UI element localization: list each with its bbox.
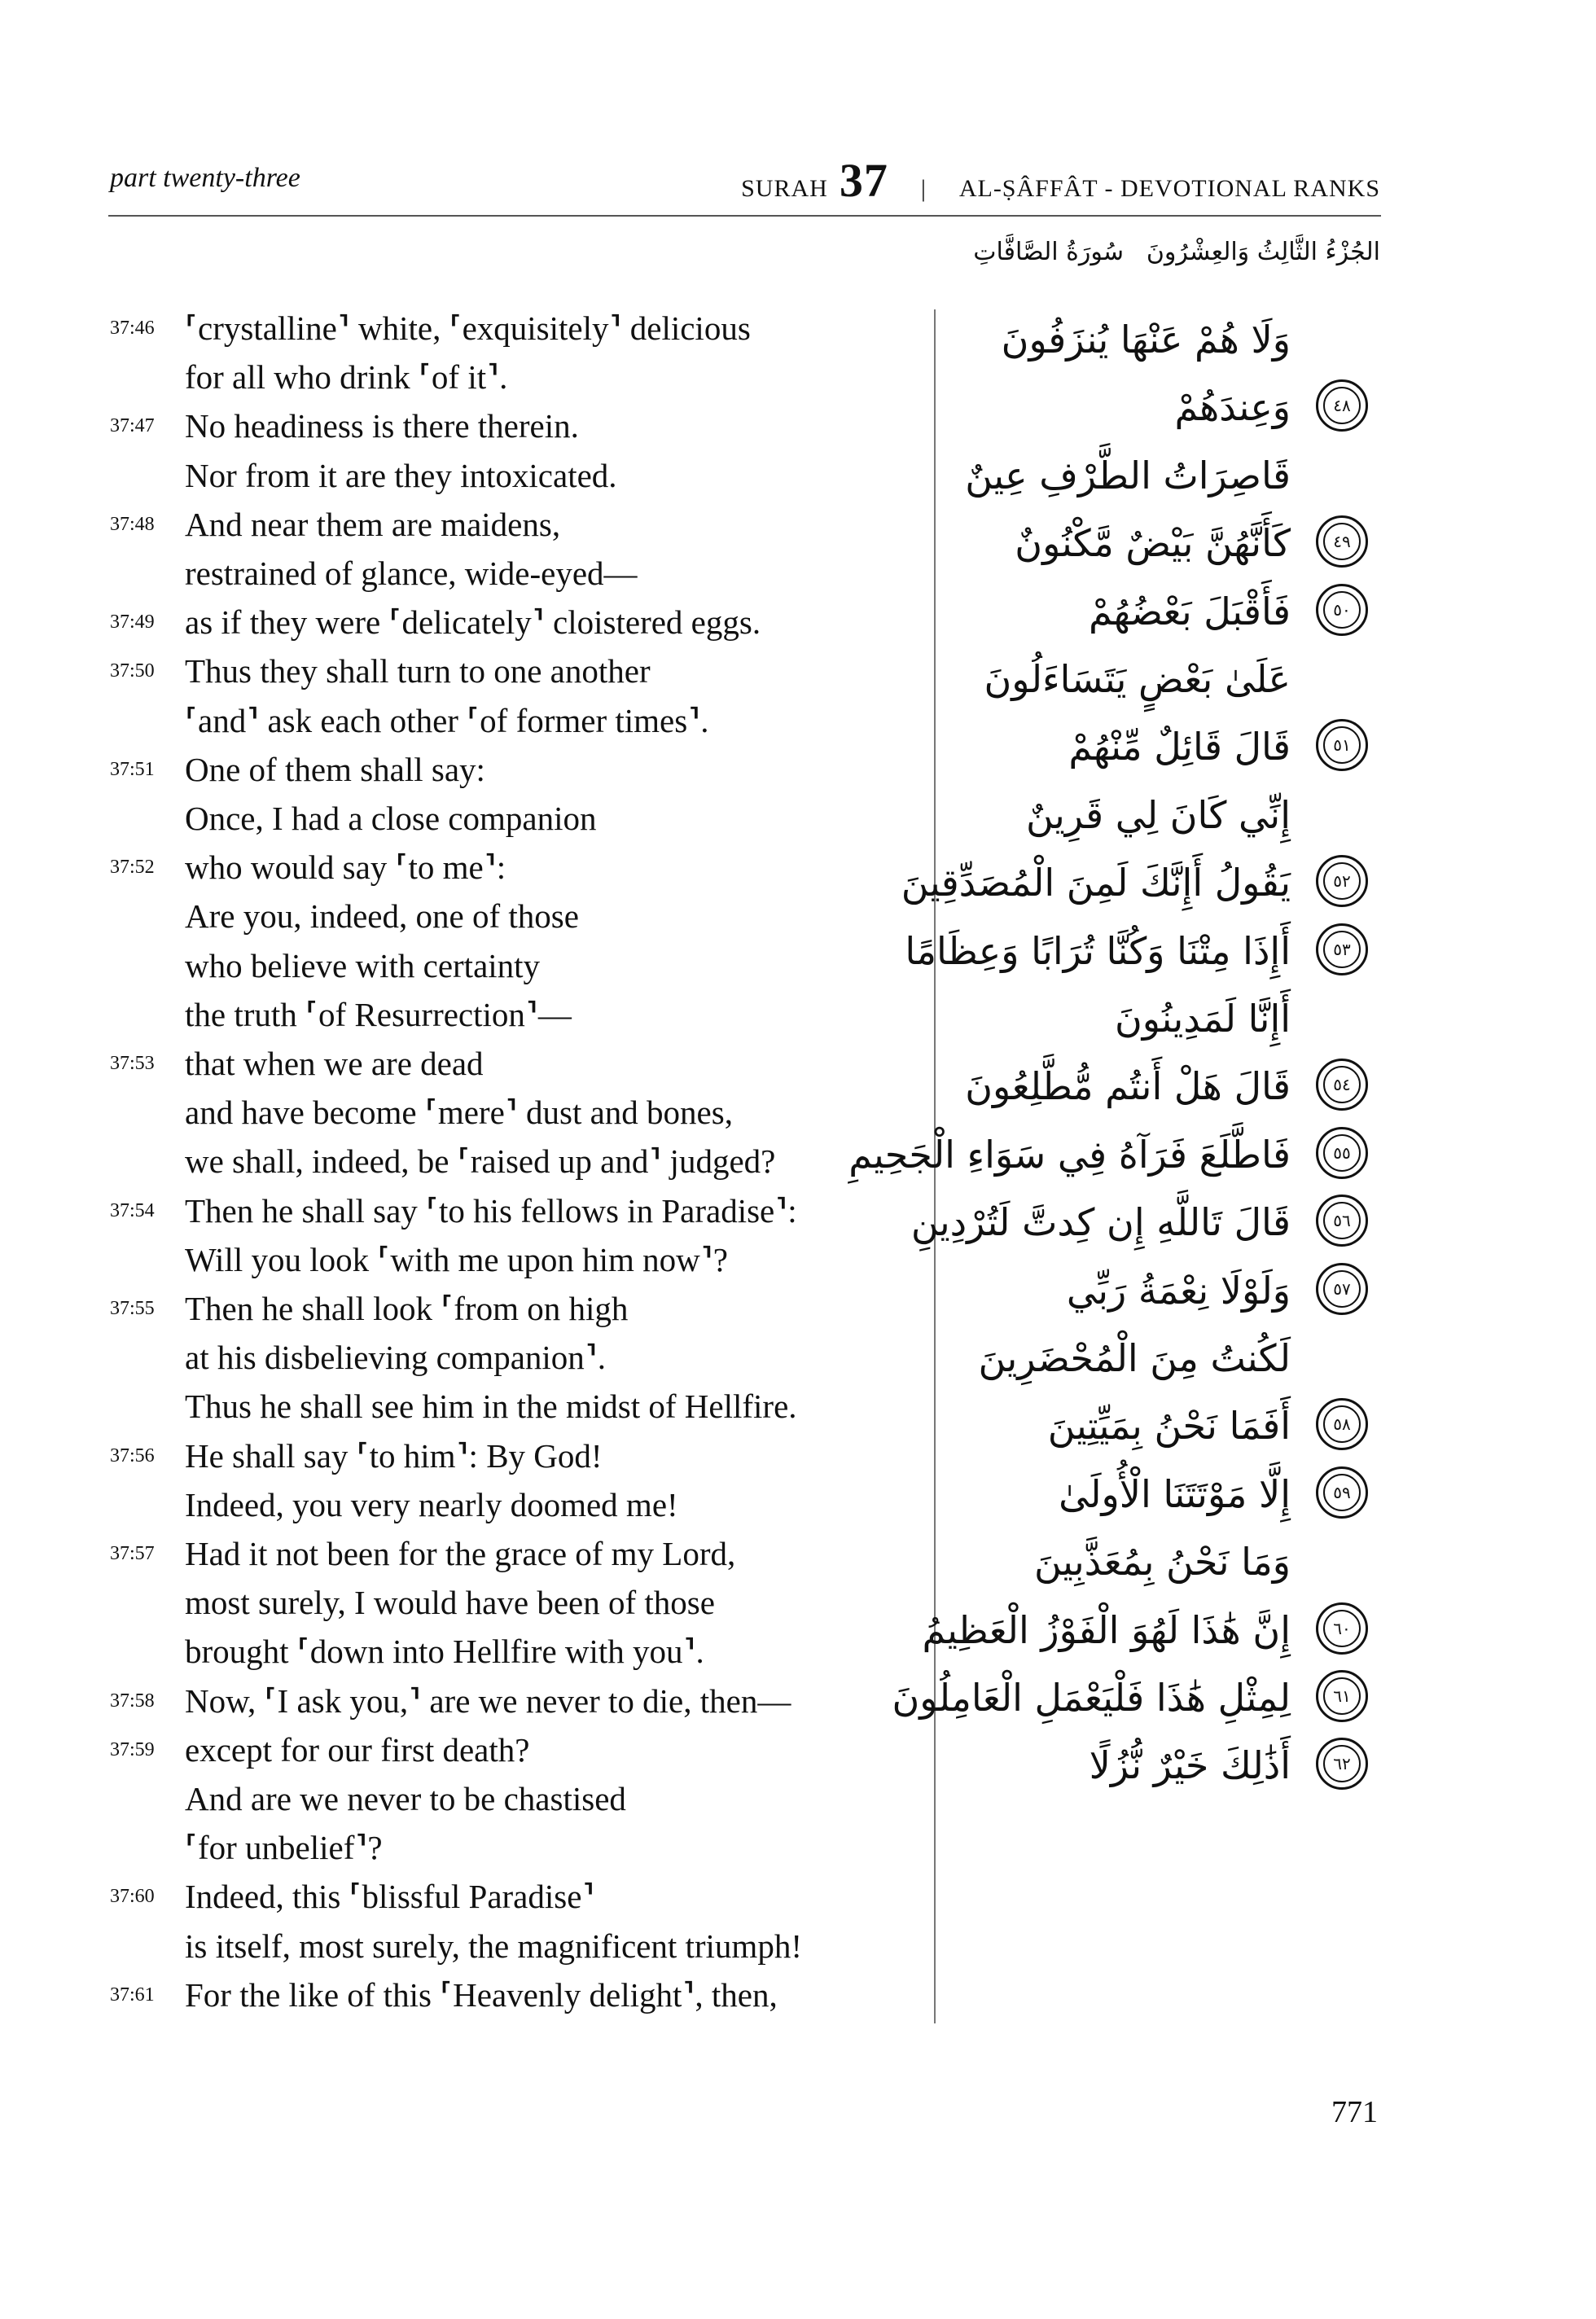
verse-text: Had it not been for the grace of my Lord, (185, 1535, 736, 1572)
arabic-verse-text: عَلَىٰ بَعْضٍ يَتَسَاءَلُونَ (984, 657, 1291, 701)
arabic-line (945, 782, 1376, 848)
verse-text: Are you, indeed, one of those (185, 897, 579, 936)
arabic-line (945, 1529, 1376, 1594)
verse-text: ⸢for unbelief⸣? (185, 1829, 383, 1867)
arabic-verse-text: أَإِذَا مِتْنَا وَكُنَّا تُرَابًا وَعِظَامًا (905, 928, 1291, 973)
arabic-surah-heading: سُورَةُ الصَّافَّاتِ (973, 238, 1124, 266)
arabic-line (945, 986, 1376, 1051)
header-separator: | (920, 175, 927, 202)
surah-title: AL-ṢÂFFÂT - DEVOTIONAL RANKS (958, 175, 1380, 202)
arabic-line (848, 1122, 1376, 1187)
arabic-line (922, 1598, 1376, 1663)
arabic-line (945, 375, 1376, 440)
verse-reference: 37:60 (110, 1886, 155, 1908)
arabic-line (910, 1190, 1376, 1255)
verse-text: for all who drink ⸢of it⸣. (185, 358, 508, 397)
verse-reference: 37:58 (110, 1690, 155, 1712)
verse-end-marker-icon: ٥٦ (1316, 1195, 1368, 1247)
verse-text: Now, ⸢I ask you,⸣ are we never to die, then— (185, 1681, 791, 1720)
verse-reference: 37:61 (110, 1984, 155, 2006)
arabic-line (945, 579, 1376, 644)
verse-end-marker-icon: ٤٩ (1316, 515, 1368, 568)
verse-text: is itself, most surely, the magnificent triumph! (185, 1927, 802, 1965)
arabic-line (945, 1462, 1376, 1527)
verse-reference: 37:48 (110, 513, 155, 535)
arabic-line (945, 1258, 1376, 1323)
verse-text: we shall, indeed, be ⸢raised up and⸣ judged? (185, 1142, 776, 1181)
arabic-verse-text: لِمِثْلِ هَٰذَا فَلْيَعْمَلِ الْعَامِلُونَ (892, 1676, 1291, 1720)
verse-reference: 37:53 (110, 1053, 155, 1074)
arabic-verse-text: فَأَقْبَلَ بَعْضُهُمْ (1088, 589, 1291, 633)
running-head-surah (741, 153, 1380, 208)
arabic-verse-text: لَكُنتُ مِنَ الْمُحْضَرِينَ (978, 1336, 1291, 1380)
arabic-verse-text: كَأَنَّهُنَّ بَيْضٌ مَّكْنُونٌ (1015, 521, 1291, 566)
arabic-line (945, 443, 1376, 508)
verse-end-marker-icon: ٥٤ (1316, 1059, 1368, 1111)
arabic-verse-text: إِنِّي كَانَ لِي قَرِينٌ (1025, 792, 1291, 837)
arabic-verse-text: إِلَّا مَوْتَتَنَا الْأُولَىٰ (1059, 1471, 1291, 1516)
verse-text: brought ⸢down into Hellfire with you⸣. (185, 1633, 704, 1671)
header-rule (108, 215, 1381, 217)
surah-number: 37 (839, 154, 888, 207)
arabic-verse-text: وَلَوْلَا نِعْمَةُ رَبِّي (1066, 1268, 1291, 1313)
arabic-verse-text: وَمَا نَحْنُ بِمُعَذَّبِينَ (1033, 1540, 1291, 1585)
verse-end-marker-icon: ٤٨ (1316, 379, 1368, 432)
verse-end-marker-icon: ٦٢ (1316, 1738, 1368, 1790)
verse-text: and have become ⸢mere⸣ dust and bones, (185, 1094, 733, 1132)
verse-end-marker-icon: ٥١ (1316, 719, 1368, 771)
verse-text: most surely, I would have been of those (185, 1584, 715, 1622)
verse-end-marker-icon: ٥٧ (1316, 1263, 1368, 1315)
arabic-verse-text: فَاطَّلَعَ فَرَآهُ فِي سَوَاءِ الْجَحِيمِ (848, 1132, 1291, 1177)
verse-text: that when we are dead (185, 1045, 484, 1082)
verse-end-marker-icon: ٥٠ (1316, 584, 1368, 636)
verse-end-marker-icon: ٥٥ (1316, 1127, 1368, 1179)
arabic-line (945, 1733, 1376, 1798)
arabic-verse-text: يَقُولُ أَإِنَّكَ لَمِنَ الْمُصَدِّقِينَ (901, 861, 1291, 905)
running-head-part: part twenty-three (110, 163, 300, 193)
verse-reference: 37:54 (110, 1199, 155, 1221)
verse-end-marker-icon: ٦١ (1316, 1670, 1368, 1722)
verse-text: No headiness is there therein. (185, 407, 579, 445)
arabic-verse-text: قَاصِرَاتُ الطَّرْفِ عِينٌ (965, 453, 1291, 498)
verse-text: restrained of glance, wide-eyed— (185, 555, 638, 592)
verse-text: who would say ⸢to me⸣: (185, 848, 506, 887)
verse-end-marker-icon: ٥٩ (1316, 1466, 1368, 1519)
verse-reference: 37:50 (110, 660, 155, 682)
verse-end-marker-icon: ٥٨ (1316, 1398, 1368, 1450)
arabic-verse-text: أَفَمَا نَحْنُ بِمَيِّتِينَ (1047, 1404, 1291, 1449)
verse-end-marker-icon: ٦٠ (1316, 1602, 1368, 1655)
verse-text: who believe with certainty (185, 946, 541, 984)
arabic-verse-text: قَالَ قَائِلٌ مِّنْهُمْ (1068, 725, 1291, 769)
verse-reference: 37:47 (110, 415, 155, 437)
arabic-verse-text: قَالَ هَلْ أَنتُم مُّطَّلِعُونَ (965, 1064, 1291, 1109)
verse-end-marker-icon: ٥٣ (1316, 923, 1368, 975)
verse-reference: 37:46 (110, 318, 155, 339)
arabic-verse-text: أَإِنَّا لَمَدِينُونَ (1115, 997, 1291, 1041)
arabic-line (945, 511, 1376, 576)
arabic-verse-text: وَلَا هُمْ عَنْهَا يُنزَفُونَ (1001, 318, 1291, 362)
arabic-line (905, 918, 1376, 984)
arabic-part-heading: الجُزْءُ الثَّالِثُ وَالعِشْرُونَ (1146, 238, 1380, 266)
arabic-line (945, 307, 1376, 372)
arabic-line (945, 647, 1376, 712)
verse-text: Then he shall say ⸢to his fellows in Paradise⸣: (185, 1191, 797, 1230)
verse-end-marker-icon: ٥٢ (1316, 855, 1368, 907)
verse-reference: 37:59 (110, 1738, 155, 1760)
arabic-line (945, 1393, 1376, 1458)
verse-text: And near them are maidens, (185, 505, 561, 543)
arabic-line (945, 1326, 1376, 1391)
verse-reference: 37:49 (110, 612, 155, 633)
verse-text: Thus they shall turn to one another (185, 652, 651, 690)
page-number: 771 (1331, 2095, 1378, 2129)
verse-text: Once, I had a close companion (185, 800, 597, 837)
verse-text: as if they were ⸢delicately⸣ cloistered eggs. (185, 603, 761, 642)
verse-text: Thus he shall see him in the midst of Hellfire. (185, 1387, 797, 1426)
verse-text: Nor from it are they intoxicated. (185, 456, 617, 494)
verse-text: Then he shall look ⸢from on high (185, 1290, 629, 1327)
verse-text: ⸢and⸣ ask each other ⸢of former times⸣. (185, 701, 709, 739)
verse-text: For the like of this ⸢Heavenly delight⸣, then, (185, 1975, 778, 2014)
verse-text: One of them shall say: (185, 750, 485, 788)
arabic-line (901, 850, 1376, 915)
arabic-line (892, 1665, 1376, 1730)
verse-text: Indeed, you very nearly doomed me! (185, 1485, 678, 1523)
arabic-verse-text: وَعِندَهُمْ (1174, 385, 1291, 430)
arabic-line (945, 714, 1376, 779)
verse-text: ⸢crystalline⸣ white, ⸢exquisitely⸣ delicious (185, 309, 751, 347)
verse-text: the truth ⸢of Resurrection⸣— (185, 995, 572, 1033)
verse-text: except for our first death? (185, 1730, 530, 1769)
arabic-line (945, 1054, 1376, 1119)
verse-text: He shall say ⸢to him⸣: By God! (185, 1436, 603, 1475)
verse-reference: 37:56 (110, 1444, 155, 1466)
verse-text: And are we never to be chastised (185, 1780, 626, 1817)
surah-label: SURAH (741, 175, 828, 202)
arabic-verse-text: أَذَٰلِكَ خَيْرٌ نُّزُلًا (1089, 1743, 1291, 1788)
arabic-verse-text: إِنَّ هَٰذَا لَهُوَ الْفَوْزُ الْعَظِيمُ (922, 1607, 1291, 1652)
verse-reference: 37:52 (110, 857, 155, 879)
verse-reference: 37:57 (110, 1543, 155, 1564)
verse-text: Will you look ⸢with me upon him now⸣? (185, 1240, 728, 1278)
verse-reference: 37:55 (110, 1298, 155, 1319)
verse-text: Indeed, this ⸢blissful Paradise⸣ (185, 1878, 595, 1916)
verse-text: at his disbelieving companion⸣. (185, 1339, 607, 1377)
verse-reference: 37:51 (110, 758, 155, 780)
arabic-verse-text: قَالَ تَاللَّهِ إِن كِدتَّ لَتُرْدِينِ (910, 1200, 1291, 1245)
